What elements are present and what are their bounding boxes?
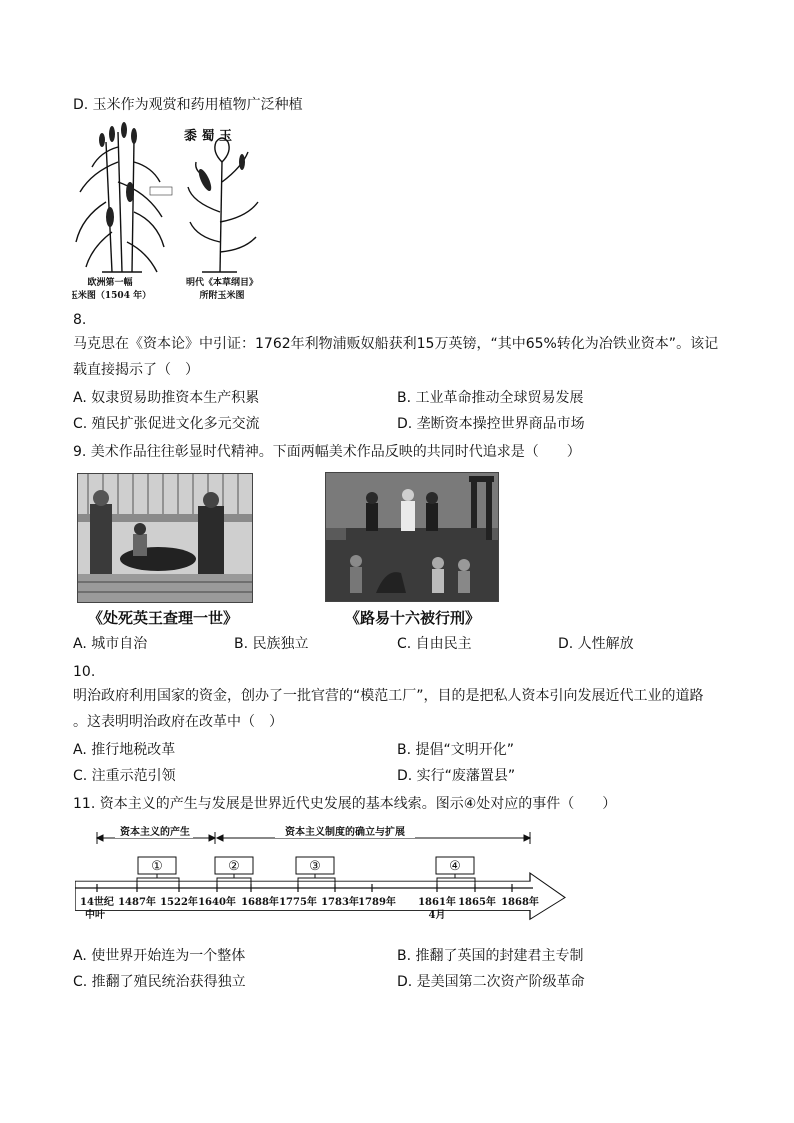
timeline-marker-1: ① bbox=[151, 859, 163, 874]
q10-option-d[interactable]: D. 实行“废藩置县” bbox=[397, 768, 516, 784]
q11-stem: 11. 资本主义的产生与发展是世界近代史发展的基本线索。图示④处对应的事件（ ） bbox=[73, 796, 617, 812]
timeline-date-1789: 1789年 bbox=[358, 897, 396, 908]
q11-option-c[interactable]: C. 推翻了殖民统治获得独立 bbox=[73, 974, 246, 990]
corn-figure bbox=[72, 122, 272, 302]
timeline-date-1487: 1487年 bbox=[118, 897, 156, 908]
q9-stem: 9. 美术作品往往彰显时代精神。下面两幅美术作品反映的共同时代追求是（ ） bbox=[73, 444, 581, 460]
corn-top-label: 黍 蜀 玉 bbox=[184, 129, 233, 144]
painting-louis-xvi bbox=[325, 472, 499, 602]
painting-charles-i-image bbox=[78, 474, 252, 602]
capitalism-timeline bbox=[75, 822, 570, 942]
timeline-date-1640: 1640年 bbox=[198, 897, 236, 908]
q9-option-a[interactable]: A. 城市自治 bbox=[73, 636, 148, 652]
caption-charles-i: 《处死英王查理一世》 bbox=[88, 609, 239, 627]
timeline-date-1868: 1868年 bbox=[501, 897, 539, 908]
q10-stem-line-2: 。这表明明治政府在改革中（ ） bbox=[73, 714, 283, 730]
corn-right-caption-1: 明代《本草纲目》 bbox=[185, 278, 259, 288]
timeline-svg bbox=[75, 822, 570, 942]
timeline-start-label-2: 中叶 bbox=[85, 910, 105, 921]
corn-right-caption-2: 所附玉米图 bbox=[199, 291, 245, 301]
timeline-sub-label: 4月 bbox=[428, 910, 446, 921]
q10-option-a[interactable]: A. 推行地税改革 bbox=[73, 742, 176, 758]
timeline-date-1861: 1861年 bbox=[418, 897, 456, 908]
timeline-phase-2: 资本主义制度的确立与扩展 bbox=[285, 827, 405, 838]
painting-louis-xvi-image bbox=[326, 473, 498, 601]
q8-option-b[interactable]: B. 工业革命推动全球贸易发展 bbox=[397, 390, 584, 406]
q8-stem-line-2: 载直接揭示了（ ） bbox=[73, 362, 199, 378]
painting-charles-i bbox=[77, 473, 253, 603]
q11-option-d[interactable]: D. 是美国第二次资产阶级革命 bbox=[397, 974, 585, 990]
timeline-marker-2: ② bbox=[228, 859, 240, 874]
corn-left-caption-2: 玉米图（1504 年） bbox=[72, 291, 152, 301]
timeline-date-1865: 1865年 bbox=[458, 897, 496, 908]
timeline-marker-4: ④ bbox=[449, 859, 461, 874]
timeline-date-1783: 1783年 bbox=[321, 897, 359, 908]
timeline-date-1775: 1775年 bbox=[279, 897, 317, 908]
timeline-start-label-1: 14世纪 bbox=[80, 897, 114, 908]
timeline-date-1688: 1688年 bbox=[241, 897, 279, 908]
q8-option-d[interactable]: D. 垄断资本操控世界商品市场 bbox=[397, 416, 585, 432]
timeline-phase-1: 资本主义的产生 bbox=[120, 827, 190, 838]
q11-option-b[interactable]: B. 推翻了英国的封建君主专制 bbox=[397, 948, 584, 964]
q11-option-a[interactable]: A. 使世界开始连为一个整体 bbox=[73, 948, 246, 964]
timeline-marker-3: ③ bbox=[309, 859, 321, 874]
q9-option-c[interactable]: C. 自由民主 bbox=[397, 636, 472, 652]
timeline-date-1522: 1522年 bbox=[160, 897, 198, 908]
q10-stem-line-1: 明治政府利用国家的资金，创办了一批官营的“模范工厂”，目的是把私人资本引向发展近代工业的道路 bbox=[73, 688, 704, 704]
q9-option-d[interactable]: D. 人性解放 bbox=[558, 636, 634, 652]
q7-option-d: D. 玉米作为观赏和药用植物广泛种植 bbox=[73, 97, 303, 113]
caption-louis-xvi: 《路易十六被行刑》 bbox=[345, 609, 481, 627]
q10-option-b[interactable]: B. 提倡“文明开化” bbox=[397, 742, 515, 758]
q8-stem-line-1: 马克思在《资本论》中引证：1762年利物浦贩奴船获利15万英镑，“其中65%转化为冶铁业资本”。该记 bbox=[73, 336, 719, 352]
corn-illustration bbox=[72, 122, 272, 302]
q8-option-c[interactable]: C. 殖民扩张促进文化多元交流 bbox=[73, 416, 260, 432]
q8-option-a[interactable]: A. 奴隶贸易助推资本生产积累 bbox=[73, 390, 260, 406]
q9-option-b[interactable]: B. 民族独立 bbox=[234, 636, 309, 652]
corn-left-caption-1: 欧洲第一幅 bbox=[87, 278, 133, 288]
q10-number: 10. bbox=[73, 664, 96, 680]
q10-option-c[interactable]: C. 注重示范引领 bbox=[73, 768, 176, 784]
q8-number: 8. bbox=[73, 312, 87, 328]
